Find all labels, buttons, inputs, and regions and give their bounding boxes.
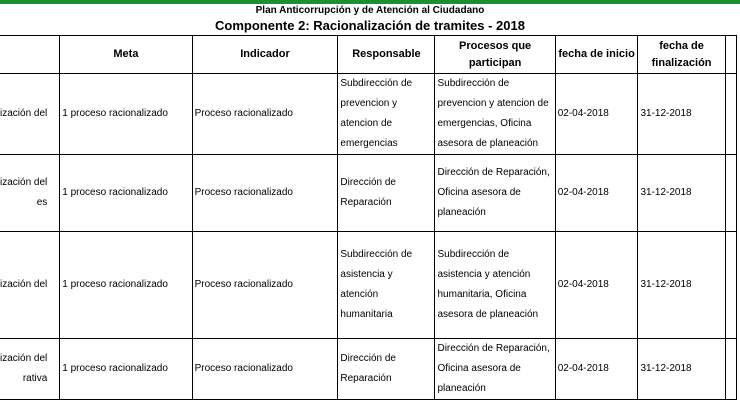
table-row [0,232,737,339]
header-fecha-inicio: fecha de inicio [555,36,638,74]
indicador-cell: Proceso racionalizado [192,232,338,339]
meta-cell: 1 proceso racionalizado [60,232,192,339]
fecha-fin-cell: 31-12-2018 [638,232,725,339]
table-row [0,339,737,400]
table-header-row [0,36,737,74]
header-cell-edge [725,36,736,74]
indicador-cell: Proceso racionalizado [192,339,338,400]
meta-cell: 1 proceso racionalizado [60,155,192,232]
rationalization-table [0,35,737,400]
fecha-inicio-cell: 02-04-2018 [555,232,638,339]
table-row [0,155,737,232]
header-meta: Meta [60,36,192,74]
edge-cell [725,74,736,155]
procesos-cell: Subdirección de prevencion y atencion de emergencias, Oficina asesora de planeación [435,74,555,155]
edge-cell [725,155,736,232]
fecha-inicio-cell: 02-04-2018 [555,74,638,155]
fecha-fin-cell: 31-12-2018 [638,74,725,155]
header-fecha-fin: fecha de finalización [638,36,725,74]
component-title: Componente 2: Racionalización de tramites - 2018 [215,18,525,33]
header-cell-partial [0,36,60,74]
responsable-cell: Dirección de Reparación [338,155,435,232]
indicador-cell: Proceso racionalizado [192,74,338,155]
row-partial-cell: ización del [0,74,60,155]
fecha-fin-cell: 31-12-2018 [638,155,725,232]
meta-cell: 1 proceso racionalizado [60,74,192,155]
table-row [0,74,737,155]
header-indicador: Indicador [192,36,338,74]
row-partial-cell: ización del es [0,155,60,232]
header-responsable: Responsable [338,36,435,74]
edge-cell [725,232,736,339]
header-procesos: Procesos que participan [435,36,555,74]
fecha-inicio-cell: 02-04-2018 [555,339,638,400]
procesos-cell: Dirección de Reparación, Oficina asesora de planeación [435,339,555,400]
plan-title: Plan Anticorrupción y de Atención al Ciudadano [255,5,485,16]
responsable-cell: Subdirección de prevencion y atencion de emergencias [338,74,435,155]
edge-cell [725,339,736,400]
row-partial-cell: ización del [0,232,60,339]
indicador-cell: Proceso racionalizado [192,155,338,232]
procesos-cell: Subdirección de asistencia y atención humanitaria, Oficina asesora de planeación [435,232,555,339]
responsable-cell: Subdirección de asistencia y atención humanitaria [338,232,435,339]
meta-cell: 1 proceso racionalizado [60,339,192,400]
fecha-inicio-cell: 02-04-2018 [555,155,638,232]
procesos-cell: Dirección de Reparación, Oficina asesora de planeación [435,155,555,232]
fecha-fin-cell: 31-12-2018 [638,339,725,400]
row-partial-cell: ización del rativa [0,339,60,400]
responsable-cell: Dirección de Reparación [338,339,435,400]
